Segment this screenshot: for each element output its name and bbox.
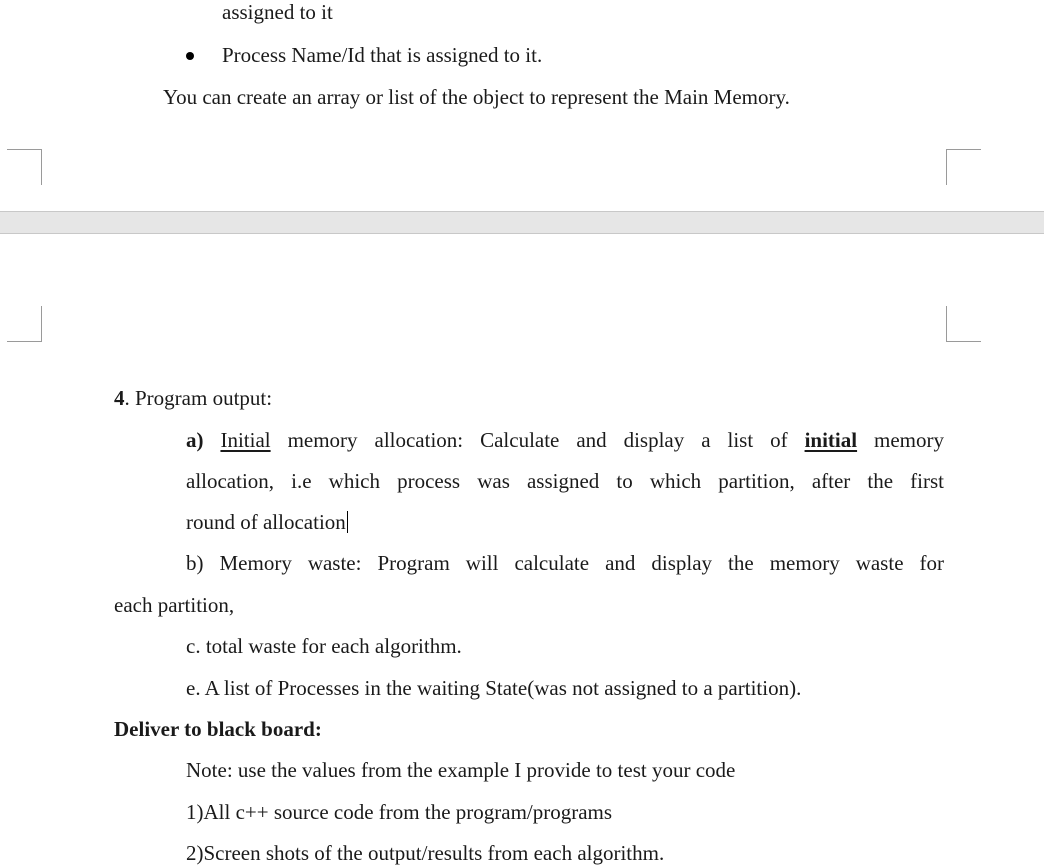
deliver-heading: Deliver to black board: [114,717,322,741]
item-a-text-2: memory [874,428,945,452]
item-a-line-2: allocation, i.e which process was assigned to which partition, after the first [186,469,944,493]
bullet-text-process-name: Process Name/Id that is assigned to it. [222,43,543,67]
margin-corner-mark-icon [7,149,42,185]
item-a-marker: a) [186,428,204,452]
document-page-1 [0,0,1044,211]
bullet-icon [186,52,194,60]
item-a-bold-word: initial [804,428,858,452]
section-title: . Program output: [124,386,273,410]
main-memory-paragraph: You can create an array or list of the object to represent the Main Memory. [163,85,790,109]
deliver-item-2: 2)Screen shots of the output/results from each algorithm. [186,841,665,865]
section-number: 4 [114,386,125,410]
deliver-note: Note: use the values from the example I provide to test your code [186,758,736,782]
margin-corner-mark-icon [7,306,42,342]
margin-corner-mark-icon [946,149,981,185]
item-a-line-3-text: round of allocation [186,510,346,534]
item-a-underlined-word: Initial [220,428,271,452]
item-e: e. A list of Processes in the waiting State(was not assigned to a partition). [186,676,802,700]
item-a-line-3 [186,510,348,534]
section-heading-program-output [114,386,272,410]
page-separator [0,211,1044,234]
item-a-text-1: memory allocation: Calculate and display a list of [287,428,788,452]
item-b-line-1: b) Memory waste: Program will calculate and display the memory waste for [186,551,944,575]
text-line-assigned: assigned to it [222,0,333,24]
item-b-line-2: each partition, [114,593,235,617]
text-cursor [347,511,348,533]
item-a-line-1 [186,428,944,452]
item-c: c. total waste for each algorithm. [186,634,462,658]
margin-corner-mark-icon [946,306,981,342]
deliver-item-1: 1)All c++ source code from the program/programs [186,800,613,824]
